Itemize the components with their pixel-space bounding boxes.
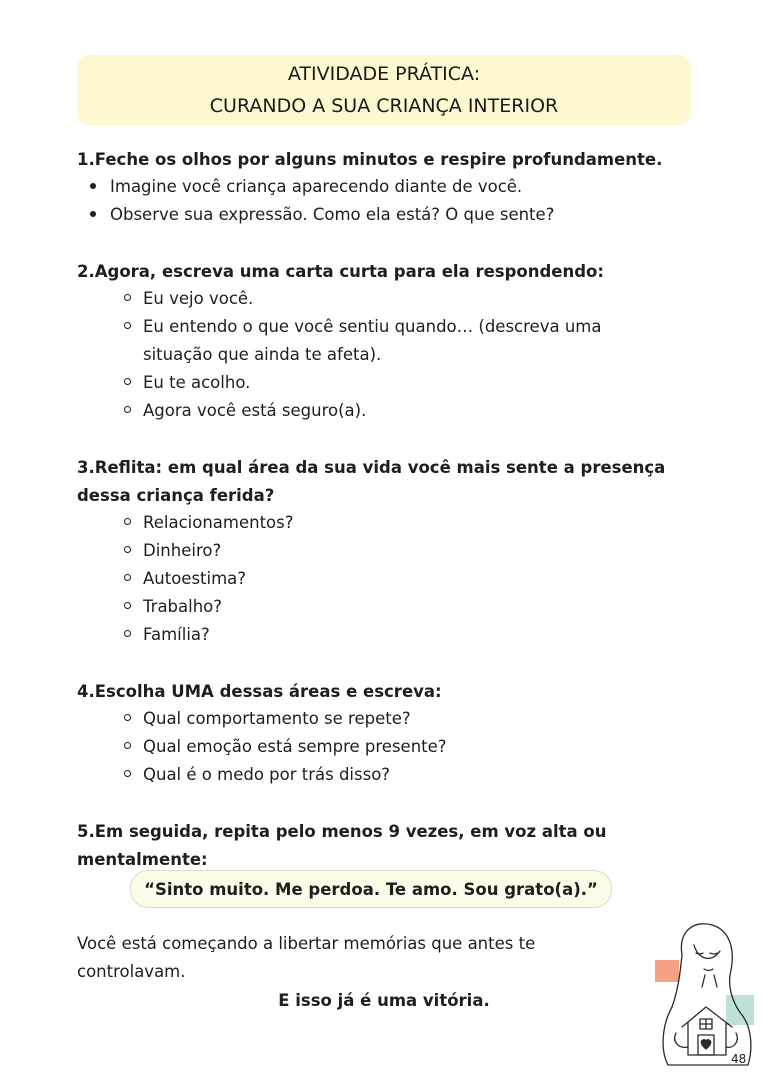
list-item: Autoestima? (143, 569, 247, 588)
list-item: Relacionamentos? (143, 513, 294, 532)
list-item: Dinheiro? (143, 541, 222, 560)
bullet-circle (124, 294, 131, 301)
step-3-heading-line-2: dessa criança ferida? (77, 486, 275, 505)
list-item: Observe sua expressão. Como ela está? O que sente? (110, 205, 555, 224)
teal-square-decoration (726, 995, 754, 1025)
title-line-2: CURANDO A SUA CRIANÇA INTERIOR (209, 95, 559, 117)
bullet-circle (124, 630, 131, 637)
list-item: Trabalho? (143, 597, 223, 616)
affirmation-quote-box (130, 870, 612, 908)
bullet-circle (124, 406, 131, 413)
list-item: Qual comportamento se repete? (143, 709, 411, 728)
bullet-circle (124, 574, 131, 581)
bullet-circle (124, 518, 131, 525)
list-item: Agora você está seguro(a). (143, 401, 367, 420)
step-3-heading-line-1: 3.Reflita: em qual área da sua vida você mais sente a presença (77, 458, 666, 477)
list-item: Eu vejo você. (143, 289, 254, 308)
bullet-circle (124, 770, 131, 777)
bullet-disc (90, 211, 96, 217)
list-item: Família? (143, 625, 210, 644)
list-item: Qual é o medo por trás disso? (143, 765, 391, 784)
list-item: Eu te acolho. (143, 373, 251, 392)
list-item: Eu entendo o que você sentiu quando… (descreva uma (143, 317, 602, 336)
step-4-heading: 4.Escolha UMA dessas áreas e escreva: (77, 682, 442, 701)
list-item-continuation: situação que ainda te afeta). (143, 345, 382, 364)
bullet-circle (124, 742, 131, 749)
title-banner (77, 55, 691, 125)
orange-square-decoration (655, 960, 679, 982)
bullet-circle (124, 546, 131, 553)
list-item: Qual emoção está sempre presente? (143, 737, 447, 756)
step-5-heading-line-1: 5.Em seguida, repita pelo menos 9 vezes, em voz alta ou (77, 822, 607, 841)
step-5-heading-line-2: mentalmente: (77, 850, 208, 869)
bullet-circle (124, 714, 131, 721)
bullet-circle (124, 378, 131, 385)
closing-emphasis: E isso já é uma vitória. (278, 991, 490, 1010)
step-2-heading: 2.Agora, escreva uma carta curta para ela respondendo: (77, 262, 604, 281)
bullet-circle (124, 322, 131, 329)
closing-line-2: controlavam. (77, 962, 186, 981)
page-number: 48 (731, 1052, 747, 1066)
title-line-1: ATIVIDADE PRÁTICA: (287, 63, 481, 85)
list-item: Imagine você criança aparecendo diante de você. (110, 177, 523, 196)
closing-line-1: Você está começando a libertar memórias que antes te (77, 934, 536, 953)
bullet-circle (124, 602, 131, 609)
step-1-heading: 1.Feche os olhos por alguns minutos e respire profundamente. (77, 150, 663, 169)
affirmation-quote: “Sinto muito. Me perdoa. Te amo. Sou grato(a).” (144, 879, 598, 899)
bullet-disc (90, 183, 96, 189)
